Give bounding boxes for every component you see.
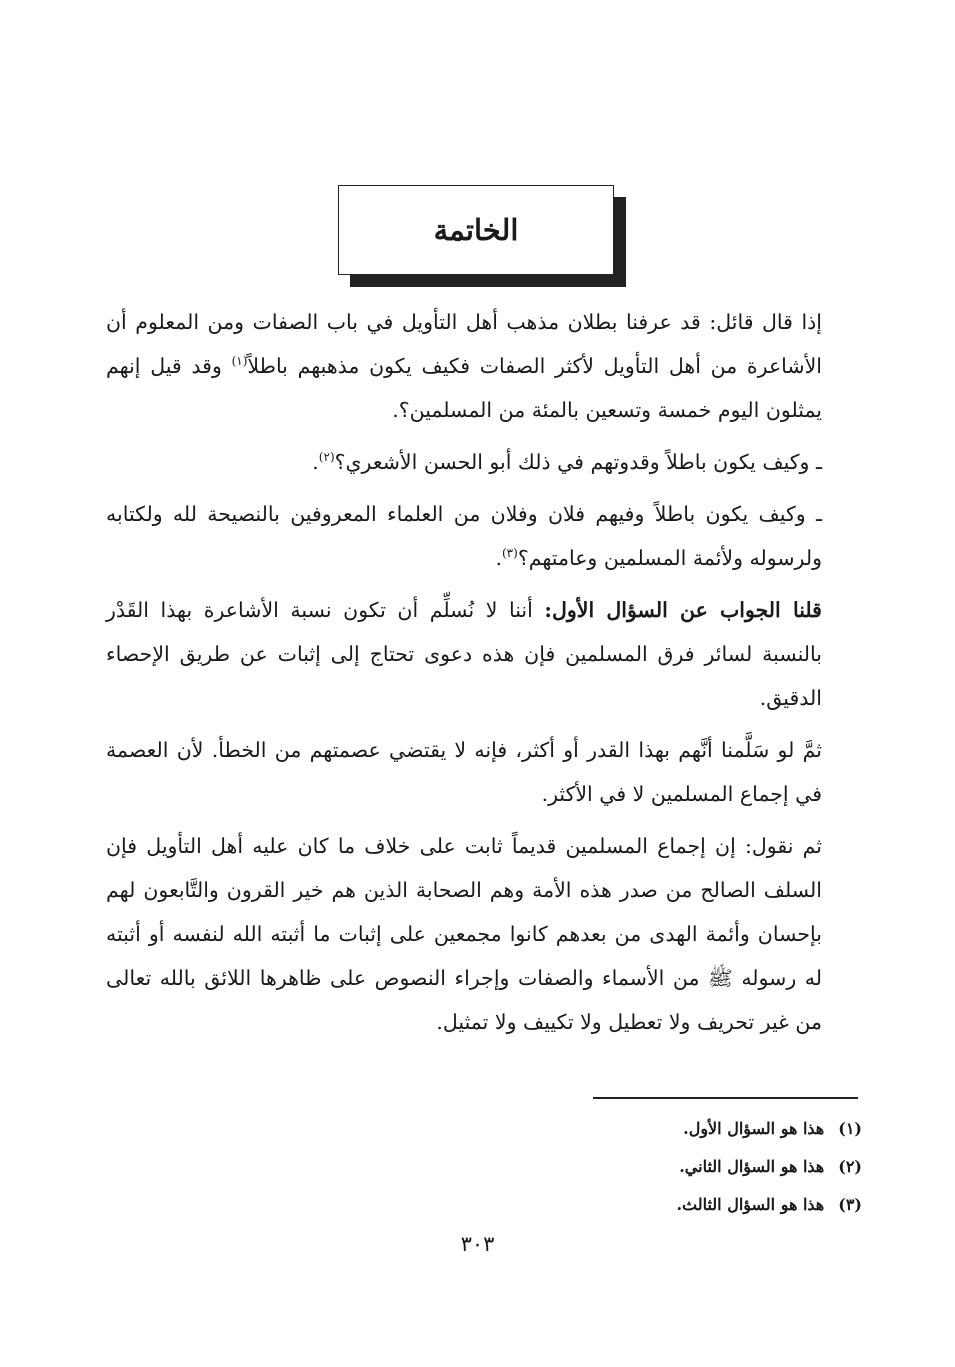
paragraph-5-text: ثمَّ لو سَلَّمنا أنَّهم بهذا القدر أو أكثر، فإنه لا يقتضي عصمتهم من الخطأ. لأن العصمة في إجماع المسلمين لا في الأكثر. [106, 738, 822, 806]
footnotes [500, 1110, 862, 1224]
footnote-text: هذا هو السؤال الثالث. [676, 1195, 825, 1214]
footnote-item [500, 1186, 862, 1224]
paragraph-1-continuation: وقد قيل إنهم يمثلون اليوم خمسة وتسعين بالمئة من المسلمين؟. [106, 354, 822, 422]
footnote-text: هذا هو السؤال الثاني. [679, 1157, 825, 1176]
paragraph-answer-1 [106, 588, 822, 720]
answer-label: قلنا الجواب عن السؤال الأول: [544, 598, 822, 622]
footnote-separator [593, 1097, 858, 1099]
footnote-item [500, 1110, 862, 1148]
dash-marker: ـ [815, 502, 822, 526]
paragraph-question-intro [106, 300, 822, 432]
footnote-number: (٢) [838, 1157, 862, 1176]
page-number: ٣٠٣ [460, 1232, 495, 1256]
main-text [106, 300, 822, 1052]
footnote-number: (٣) [838, 1195, 862, 1214]
footnote-ref-2: (٢) [318, 450, 335, 465]
dash-marker: ـ [815, 450, 822, 474]
paragraph-question-3: ـ وكيف يكون باطلاً وفيهم فلان وفلان من العلماء المعروفين بالنصيحة لله ولكتابه ولرسوله ولأئمة المسلمين وعامتهم؟$^{(٣)}$. [106, 502, 822, 570]
chapter-title-box [338, 185, 614, 275]
paragraph-1-text: إذا قال قائل: قد عرفنا بطلان مذهب أهل التأويل في باب الصفات ومن المعلوم أن الأشاعرة من أهل التأويل لأكثر الصفات فكيف يكون مذهبهم باطلاً [106, 310, 822, 378]
paragraph-question-2: ـ وكيف يكون باطلاً وقدوتهم في ذلك أبو الحسن الأشعري؟$^{(٢)}$. [312, 450, 822, 474]
footnote-item [500, 1148, 862, 1186]
footnote-ref-3: (٣) [501, 546, 518, 561]
paragraph-6-text: ثم نقول: إن إجماع المسلمين قديماً ثابت على خلاف ما كان عليه أهل التأويل فإن السلف الصالح من صدر هذه الأمة وهم الصحابة الذين هم خير القرون والتَّابعون لهم بإحسان وأئمة الهدى من بعدهم كانوا مجمعين على إثبات ما أثبته الله لنفسه أو أثبته له رسوله ﷺ من الأسماء والصفات وإجراء النصوص على ظاهرها اللائق بالله تعالى من غير تحريف ولا تعطيل ولا تكييف ولا تمثيل. [106, 834, 822, 1034]
paragraph-answer-2 [106, 728, 822, 816]
paragraph-2-text: وكيف يكون باطلاً وقدوتهم في ذلك أبو الحسن الأشعري؟ [334, 450, 810, 474]
footnote-ref-1: (١) [231, 354, 248, 369]
footnote-number: (١) [838, 1119, 862, 1138]
paragraph-4-text: أننا لا نُسلِّم أن تكون نسبة الأشاعرة بهذا القَدْر بالنسبة لسائر فرق المسلمين فإن هذه دعوى تحتاج إلى إثبات عن طريق الإحصاء الدقيق. [106, 598, 822, 710]
chapter-title: الخاتمة [433, 213, 519, 247]
paragraph-3-text: وكيف يكون باطلاً وفيهم فلان وفلان من العلماء المعروفين بالنصيحة لله ولكتابه ولرسوله ولأئمة المسلمين وعامتهم؟ [106, 502, 822, 570]
footnote-text: هذا هو السؤال الأول. [683, 1119, 825, 1138]
paragraph-answer-3 [106, 824, 822, 1044]
